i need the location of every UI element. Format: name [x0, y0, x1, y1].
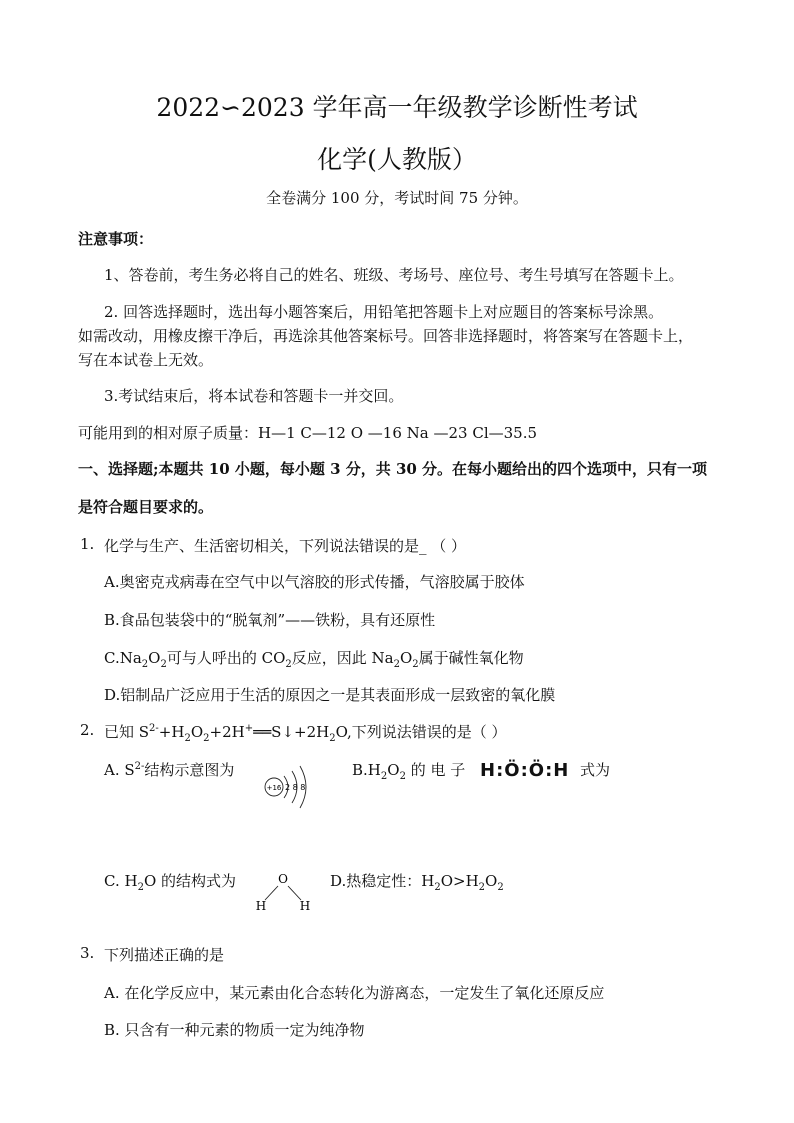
note-item-2-end: 写在本试卷上无效。	[78, 351, 214, 369]
exam-info: 全卷满分 100 分，考试时间 75 分钟。	[266, 189, 528, 207]
water-hydrogen-left: H	[255, 899, 267, 913]
nucleus-charge: +16	[266, 784, 282, 792]
q1-number: 1.	[80, 535, 95, 553]
exam-title: 2022∽2023 学年高一年级教学诊断性考试	[156, 93, 638, 122]
atomic-mass-line: 可能用到的相对原子质量：H—1 C—12 O —16 Na —23 Cl—35.5	[78, 424, 538, 442]
q3-option-b: B. 只含有一种元素的物质一定为纯净物	[104, 1021, 365, 1039]
q3-stem: 下列描述正确的是	[104, 946, 225, 964]
h2o2-electron-formula: H:Ö:Ö:H	[480, 760, 570, 781]
q2-option-d: D.热稳定性：$H_2O>H_2O_2$	[330, 872, 504, 893]
notes-heading: 注意事项：	[78, 230, 154, 248]
q2-option-b-end: 式为	[580, 761, 611, 779]
water-bond-left	[265, 886, 278, 900]
q3-option-a: A. 在化学反应中，某元素由化合态转化为游离态，一定发生了氧化还原反应	[104, 984, 605, 1002]
q1-option-b: B.食品包装袋中的“脱氧剂”——铁粉，具有还原性	[104, 611, 436, 629]
exam-subtitle: 化学(人教版）	[317, 145, 477, 174]
q3-number: 3.	[80, 944, 95, 962]
section-heading-line1: 一、选择题;本题共 10 小题，每小题 3 分，共 30 分。在每小题给出的四个选项中，只有一项	[78, 460, 708, 478]
note-item-1: 1、答卷前，考生务必将自己的姓名、班级、考场号、座位号、考生号填写在答题卡上。	[104, 266, 684, 284]
water-hydrogen-right: H	[299, 899, 311, 913]
q2-stem: 已知 $S^{2-}+H_2O_2+2H^+══S↓+2H_2O$,下列说法错误的是（ ）	[104, 723, 507, 744]
note-item-2-cont: 如需改动，用橡皮擦干净后，再选涂其他答案标号。回答非选择题时，将答案写在答题卡上，	[78, 327, 694, 345]
q1-stem: 化学与生产、生活密切相关，下列说法错误的是_ （ ）	[104, 537, 467, 555]
q1-option-a: A.奥密克戎病毒在空气中以气溶胶的形式传播，气溶胶属于胶体	[104, 573, 525, 591]
q1-option-d: D.铝制品广泛应用于生活的原因之一是其表面形成一层致密的氧化膜	[104, 686, 556, 704]
water-structural-formula	[250, 870, 320, 915]
electron-shells: 2 8 8	[285, 783, 306, 792]
note-item-3: 3.考试结束后，将本试卷和答题卡一并交回。	[104, 387, 404, 405]
q2-option-c: C. $H_2O$ 的结构式为	[104, 872, 237, 893]
sulfur-ion-structure-diagram	[262, 764, 320, 810]
q2-number: 2.	[80, 721, 95, 739]
q2-option-a: A. $S^{2-}$结构示意图为	[104, 761, 235, 779]
water-bond-right	[288, 886, 301, 900]
q2-option-b: $B.H_2O_2$ 的 电 子	[352, 761, 466, 782]
q1-option-c: $C.Na_2O_2$可与人呼出的 $CO_2$反应，因此 $Na_2O_2$属于碱性氧化物	[104, 649, 524, 670]
water-oxygen: O	[278, 872, 288, 886]
note-item-2: 2. 回答选择题时，选出每小题答案后，用铅笔把答题卡上对应题目的答案标号涂黑。	[104, 303, 664, 321]
section-heading-line2: 是符合题目要求的。	[78, 498, 214, 516]
